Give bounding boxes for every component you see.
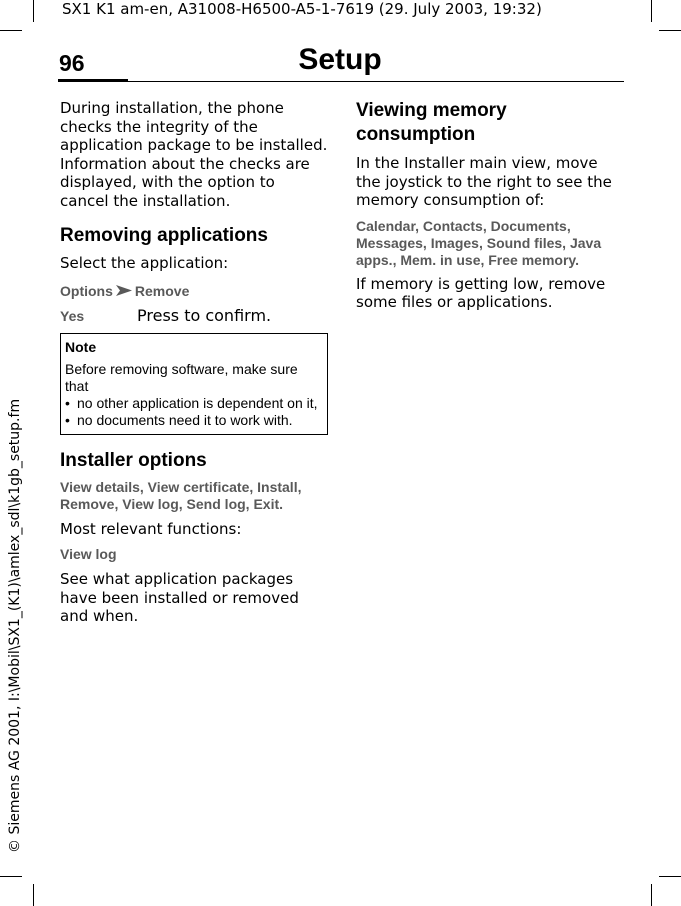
crop-mark <box>659 876 681 877</box>
crop-mark <box>651 884 652 906</box>
memory-consumption-text: In the Installer main view, move the joystick to the right to see the memory consumption of: <box>356 154 612 209</box>
memory-consumption-heading: Viewing memory consumption <box>356 100 507 145</box>
memory-items-list: Calendar, Contacts, Documents, Messages, Images, Sound files, Java apps., Mem. in use, Free memory. <box>356 217 602 268</box>
yes-row <box>60 306 328 325</box>
header-rule <box>58 81 624 82</box>
left-column <box>60 99 328 634</box>
bullet: • <box>65 411 70 428</box>
arrow-right-icon <box>116 281 132 300</box>
crop-mark <box>0 876 22 877</box>
crop-mark <box>33 0 34 22</box>
page-title: Setup <box>298 43 382 76</box>
crop-mark <box>33 884 34 906</box>
note-item-text: no other application is dependent on it, <box>77 394 318 411</box>
view-log-label: View log <box>60 546 117 562</box>
list-item <box>65 395 323 412</box>
intro-paragraph: During installation, the phone checks the integrity of the application package to be installed. Information about the checks are displayed, with the option to cancel the installation. <box>60 99 328 210</box>
right-column <box>356 99 624 320</box>
yes-softkey: Yes <box>60 307 85 324</box>
note-text: Before removing software, make sure that <box>65 360 298 394</box>
note-box <box>60 333 328 435</box>
relevant-functions-text: Most relevant functions: <box>60 519 242 538</box>
page-number: 96 <box>59 50 85 76</box>
select-application-text: Select the application: <box>60 254 229 272</box>
removing-applications-heading: Removing applications <box>60 225 268 246</box>
document-meta: SX1 K1 am-en, A31008-H6500-A5-1-7619 (29. July 2003, 19:32) <box>62 0 542 18</box>
memory-tip: If memory is getting low, remove some files or applications. <box>356 274 606 311</box>
copyright-path: © Siemens AG 2001, I:\Mobil\SX1_(K1)\amlex_sdl\k1gb_setup.fm <box>7 398 23 853</box>
yes-description: Press to confirm. <box>137 305 272 325</box>
remove-softkey: Remove <box>134 282 190 299</box>
crop-mark <box>0 30 22 31</box>
installer-options-heading: Installer options <box>60 449 207 471</box>
view-log-description: See what application packages have been installed or removed and when. <box>60 570 299 625</box>
menu-path <box>60 281 328 300</box>
options-softkey: Options <box>60 282 113 299</box>
list-item <box>65 412 323 429</box>
bullet: • <box>65 394 70 411</box>
crop-mark <box>659 30 681 31</box>
crop-mark <box>651 0 652 22</box>
note-list <box>65 395 323 429</box>
note-title: Note <box>65 338 97 355</box>
note-item-text: no documents need it to work with. <box>77 411 293 428</box>
installer-options-list: View details, View certificate, Install, Remove, View log, Send log, Exit. <box>60 478 302 512</box>
